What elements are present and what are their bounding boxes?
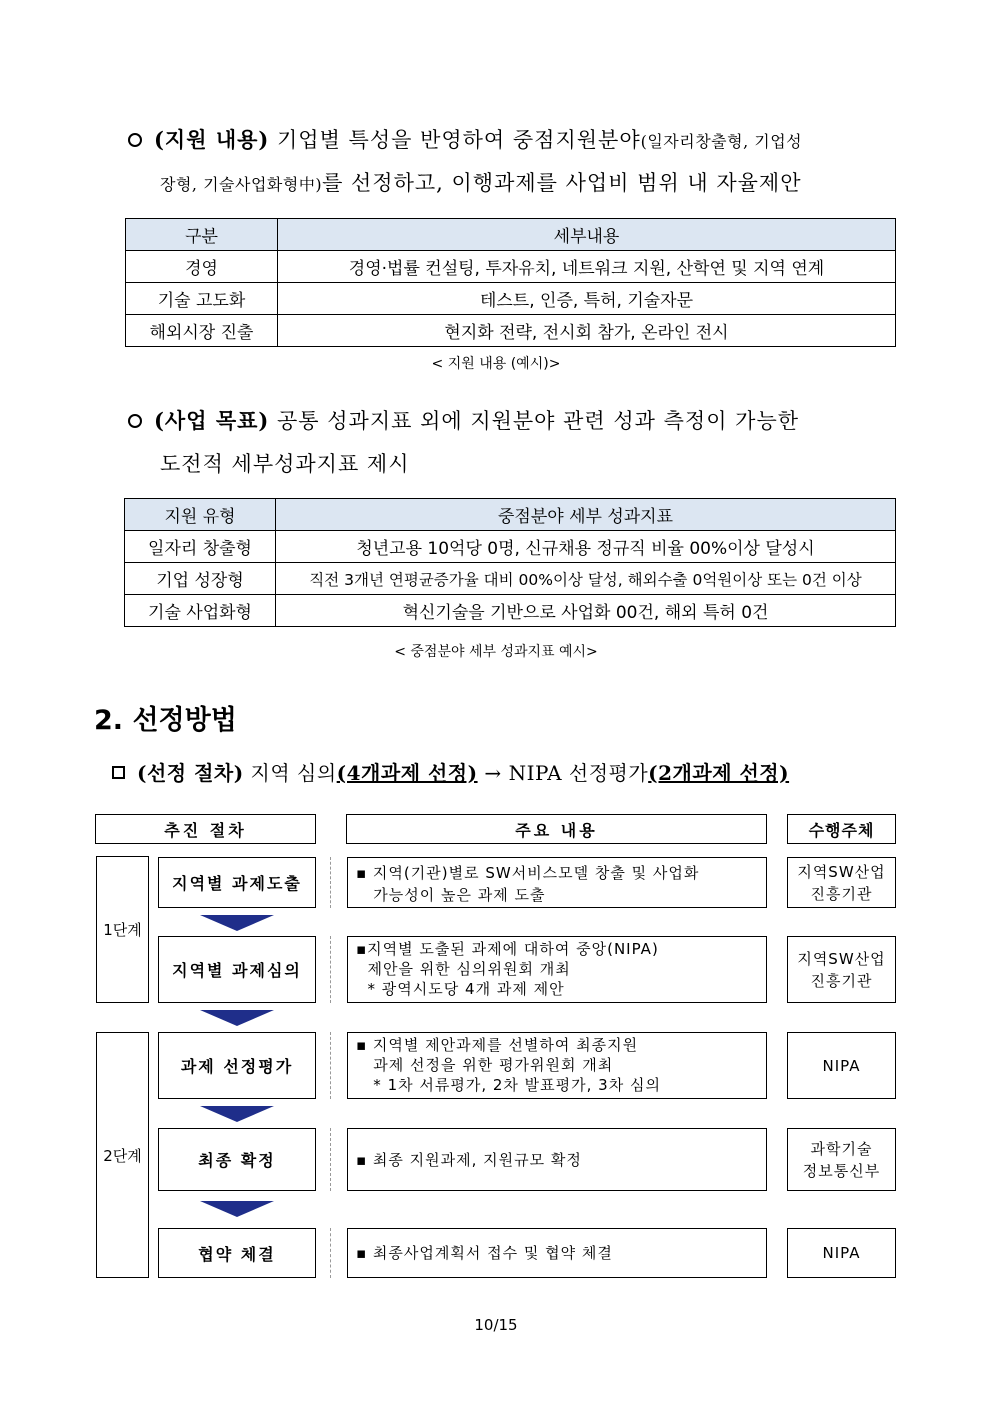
down-arrow-icon <box>200 1010 274 1026</box>
table-row <box>125 595 896 627</box>
page-number: 10/15 <box>474 1316 518 1334</box>
step-actor-box <box>787 1032 896 1099</box>
table-header-cell: 중점분야 세부 성과지표 <box>276 499 896 531</box>
table-header-cell: 지원 유형 <box>125 499 276 531</box>
actor-line: 정보통신부 <box>802 1161 881 1180</box>
support-content-table <box>125 218 896 347</box>
support-content-text2: 를 선정하고, 이행과제를 사업비 범위 내 자율제안 <box>322 171 802 195</box>
support-content-line2 <box>160 167 802 197</box>
step-actor-box <box>787 1128 896 1191</box>
table-header-row <box>125 499 896 531</box>
col-header-content: 주요 내용 <box>346 814 767 844</box>
down-arrow-icon <box>200 1106 274 1122</box>
step-name-box: 지역별 과제심의 <box>158 936 316 1003</box>
table-cell: 직전 3개년 연평균증가율 대비 00%이상 달성, 해외수출 0억원이상 또는 0건 이상 <box>276 563 896 595</box>
dashed-divider <box>330 1128 331 1191</box>
stage-2-box: 2단계 <box>96 1032 149 1278</box>
table-row <box>126 315 896 347</box>
procedure-underline: (2개과제 선정) <box>648 761 790 785</box>
selection-procedure-line <box>112 757 789 786</box>
table1-caption: < 지원 내용 (예시)> <box>431 356 561 372</box>
actor-line: NIPA <box>822 1056 861 1075</box>
stage-1-box: 1단계 <box>96 856 149 1003</box>
down-arrow-icon <box>200 915 274 931</box>
procedure-underline: (4개과제 선정) <box>336 761 478 785</box>
support-content-text: 기업별 특성을 반영하여 중점지원분야 <box>269 128 641 152</box>
table-cell: 기업 성장형 <box>125 563 276 595</box>
actor-line: 지역SW산업 <box>797 949 886 968</box>
step-name-box: 과제 선정평가 <box>158 1032 316 1099</box>
table-cell: 기술 사업화형 <box>125 595 276 627</box>
dashed-divider <box>330 857 331 908</box>
support-content-line1 <box>128 124 802 154</box>
table-header-cell: 구분 <box>126 219 278 251</box>
circle-bullet-icon <box>128 414 142 428</box>
content-line: ▪지역별 도출된 과제에 대하여 중앙(NIPA) <box>356 940 659 958</box>
business-goal-label: (사업 목표) <box>154 408 270 433</box>
table-header-row <box>126 219 896 251</box>
support-content-small: (일자리창출형, 기업성 <box>640 132 803 151</box>
table-row <box>125 531 896 563</box>
actor-line: NIPA <box>822 1244 861 1262</box>
step-content-box <box>347 1032 767 1099</box>
step-name-box: 지역별 과제도출 <box>158 857 316 908</box>
table-cell: 기술 고도화 <box>126 283 278 315</box>
table-cell: 일자리 창출형 <box>125 531 276 563</box>
down-arrow-icon <box>200 1201 274 1217</box>
table-cell: 테스트, 인증, 특허, 기술자문 <box>278 283 896 315</box>
performance-index-table <box>124 498 896 627</box>
right-arrow-icon: → <box>477 761 509 785</box>
step-content-box <box>347 1128 767 1191</box>
circle-bullet-icon <box>128 133 142 147</box>
actor-line: 진흥기관 <box>810 884 873 903</box>
dashed-divider <box>330 1228 331 1278</box>
table-row <box>125 563 896 595</box>
business-goal-text: 공통 성과지표 외에 지원분야 관련 성과 측정이 가능한 <box>269 409 800 433</box>
content-line: ▪ 지역별 제안과제를 선별하여 최종지원 <box>356 1036 639 1054</box>
table-row <box>126 251 896 283</box>
content-line: * 광역시도당 4개 과제 제안 <box>356 980 565 998</box>
content-line: 가능성이 높은 과제 도출 <box>356 886 546 904</box>
section-heading: 2. 선정방법 <box>94 705 237 736</box>
dashed-divider <box>330 1032 331 1099</box>
procedure-text: NIPA 선정평가 <box>508 761 649 785</box>
procedure-label: (선정 절차) <box>137 761 244 785</box>
table-row <box>126 283 896 315</box>
step-actor-box <box>787 1228 896 1278</box>
content-line: ▪ 최종사업계획서 접수 및 협약 체결 <box>356 1244 613 1262</box>
business-goal-line2: 도전적 세부성과지표 제시 <box>160 452 410 476</box>
procedure-text: 지역 심의 <box>243 761 337 785</box>
table-cell: 경영 <box>126 251 278 283</box>
step-actor-box <box>787 936 896 1003</box>
step-name-box: 협약 체결 <box>158 1228 316 1278</box>
actor-line: 과학기술 <box>810 1139 873 1158</box>
business-goal-line1 <box>128 405 799 435</box>
table-header-cell: 세부내용 <box>278 219 896 251</box>
col-header-actor: 수행주체 <box>787 814 896 844</box>
actor-line: 지역SW산업 <box>797 862 886 881</box>
dashed-divider <box>330 936 331 1003</box>
table2-caption: < 중점분야 세부 성과지표 예시> <box>394 644 598 660</box>
step-actor-box <box>787 857 896 908</box>
content-line: ▪ 최종 지원과제, 지원규모 확정 <box>356 1150 582 1169</box>
content-line: ▪ 지역(기관)별로 SW서비스모델 창출 및 사업화 <box>356 864 700 882</box>
content-line: 과제 선정을 위한 평가위원회 개최 <box>356 1056 614 1074</box>
step-content-box <box>347 857 767 908</box>
support-content-label: (지원 내용) <box>154 127 270 152</box>
step-content-box <box>347 936 767 1003</box>
step-content-box <box>347 1228 767 1278</box>
support-content-small2: 장형, 기술사업화형中) <box>160 175 323 194</box>
step-name-box: 최종 확정 <box>158 1128 316 1191</box>
table-cell: 혁신기술을 기반으로 사업화 00건, 해외 특허 0건 <box>276 595 896 627</box>
content-line: * 1차 서류평가, 2차 발표평가, 3차 심의 <box>356 1076 661 1094</box>
actor-line: 진흥기관 <box>810 971 873 990</box>
col-header-procedure: 추진 절차 <box>95 814 316 844</box>
table-cell: 해외시장 진출 <box>126 315 278 347</box>
square-bullet-icon <box>112 766 125 779</box>
table-cell: 청년고용 10억당 0명, 신규채용 정규직 비율 00%이상 달성시 <box>276 531 896 563</box>
table-cell: 현지화 전략, 전시회 참가, 온라인 전시 <box>278 315 896 347</box>
table-cell: 경영·법률 컨설팅, 투자유치, 네트워크 지원, 산학연 및 지역 연계 <box>278 251 896 283</box>
content-line: 제안을 위한 심의위원회 개최 <box>356 960 571 978</box>
